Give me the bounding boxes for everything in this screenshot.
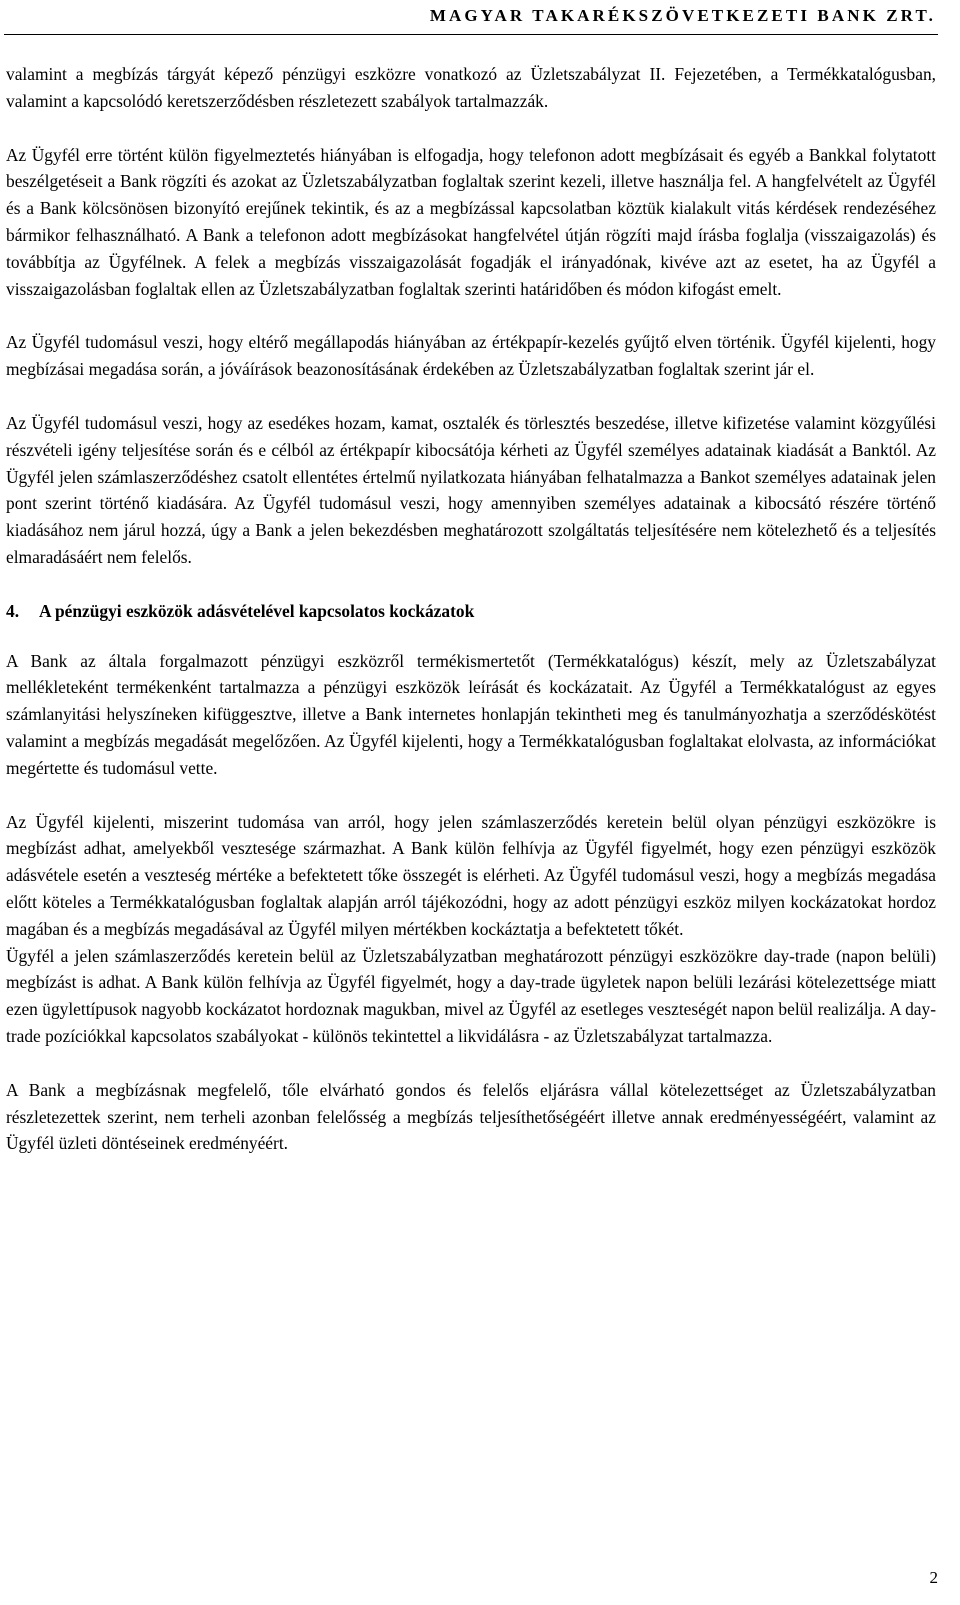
section-number: 4. [6,600,20,621]
page-number: 2 [929,1568,938,1587]
document-body [6,61,936,1184]
paragraph: Az Ügyfél tudomásul veszi, hogy eltérő megállapodás hiányában az értékpapír-kezelés gyűjtő elven történik. Ügyfél kijelenti, hogy megbízásai megadása során, a jóváírások beazonosításának érdekében az Üzletszabályzatban foglaltak szerint jár el. [6,332,936,380]
paragraph: valamint a megbízás tárgyát képező pénzügyi eszközre vonatkozó az Üzletszabályzat II. Fejezetében, a Termékkatalógusban, valamint a kapcsolódó keretszerződésben részletezett szabályok tartalmazzák. [6,64,936,111]
header-title: MAGYAR TAKARÉKSZÖVETKEZETI BANK ZRT. [429,6,936,25]
header-rule [4,34,938,35]
paragraph: A Bank a megbízásnak megfelelő, tőle elvárható gondos és felelős eljárásra vállal kötelezettséget az Üzletszabályzatban részletezettek szerint, nem terheli azonban felelősség a megbízás teljesíthetőségéért illetve annak eredményességéért, valamint az Ügyfél üzleti döntéseinek eredményéért. [6,1079,936,1154]
section-title: A pénzügyi eszközök adásvételével kapcsolatos kockázatok [39,600,475,621]
paragraph: Az Ügyfél kijelenti, miszerint tudomása van arról, hogy jelen számlaszerződés keretein belül olyan pénzügyi eszközökre is megbízást adhat, amelyekből vesztesége származhat. A Bank külön felhívja az Ügyfél figyelmét, hogy ezen pénzügyi eszközök adásvétele esetén a veszteség mértéke a befektetett tőke összegét is elérheti. Az Ügyfél tudomásul veszi, hogy a megbízás megadása előtt köteles a Termékkatalógusban foglaltak alapján arról tájékozódni, hogy az adott pénzügyi eszköz milyen kockázatokat hordoz magában és a megbízás megadásával az Ügyfél milyen mértékben kockáztatja a befektetett tőkét. [6,811,936,939]
paragraph: A Bank az általa forgalmazott pénzügyi eszközről termékismertetőt (Termékkatalógus) készít, mely az Üzletszabályzat mellékleteként termékenként tartalmazza a pénzügyi eszközök leírását és kockázatait. Az Ügyfél a Termékkatalógust az egyes számlanyitási helyszíneken kifüggesztve, illetve a Bank internetes honlapján tekintheti meg és tanulmányozhatja a szerződéskötést valamint a megbízás megadását megelőzően. Az Ügyfél kijelenti, hogy a Termékkatalógusban foglaltakat elolvasta, az információkat megértette és tudomásul vette. [6,650,936,778]
paragraph: Az Ügyfél erre történt külön figyelmeztetés hiányában is elfogadja, hogy telefonon adott megbízásait és egyéb a Bankkal folytatott beszélgetéseit a Bank rögzíti és azokat az Üzletszabályzatban foglaltak szerint kezeli, illetve használja fel. A hangfelvételt az Ügyfél és a Bank kölcsönösen bizonyító erejűnek tekintik, és az a megbízással kapcsolatban köztük kialakult vitás kérdések rendezéséhez bármikor felhasználható. A Bank a telefonon adott megbízásokat hangfelvétel útján rögzíti majd írásba foglalja (visszaigazolás) és továbbítja az Ügyfélnek. A felek a megbízás visszaigazolását fogadják el irányadónak, kivéve azt az esetet, ha az Ügyfél a visszaigazolásban foglaltak ellen az Üzletszabályzatban foglaltak szerinti határidőben és módon kifogást emelt. [6,144,936,299]
paragraph: Az Ügyfél tudomásul veszi, hogy az esedékes hozam, kamat, osztalék és törlesztés beszedése, illetve kifizetése valamint közgyűlési részvételi igény teljesítése során és e célból az értékpapír kibocsátója kérheti az Ügyfél személyes adatainak kiadását a Banktól. Az Ügyfél jelen számlaszerződéshez csatolt ellentétes értelmű nyilatkozata hiányában felhatalmazza a Bankot személyes adatainak jelen pont szerint történő kiadására. Az Ügyfél tudomásul veszi, hogy amennyiben személyes adatainak a kibocsátó részére történő kiadásához nem járul hozzá, úgy a Bank a jelen bekezdésben meghatározott szolgáltatás teljesítésére nem kötelezhető és a teljesítés elmaradásáért nem felelős. [6,412,936,567]
paragraph: Ügyfél a jelen számlaszerződés keretein belül az Üzletszabályzatban meghatározott pénzügyi eszközökre day-trade (napon belüli) megbízást is adhat. A Bank külön felhívja az Ügyfél figyelmét, hogy a day-trade ügyletek napon belüli lezárási kötelezettsége miatt ezen ügylettípusok nagyobb kockázatot hordoznak magukban, mivel az Ügyfél az esetleges veszteségét napon belül realizálja. A day-trade pozíciókkal kapcsolatos szabályokat - különös tekintettel a likvidálásra - az Üzletszabályzat tartalmazza. [6,945,936,1046]
section-heading [6,598,936,625]
